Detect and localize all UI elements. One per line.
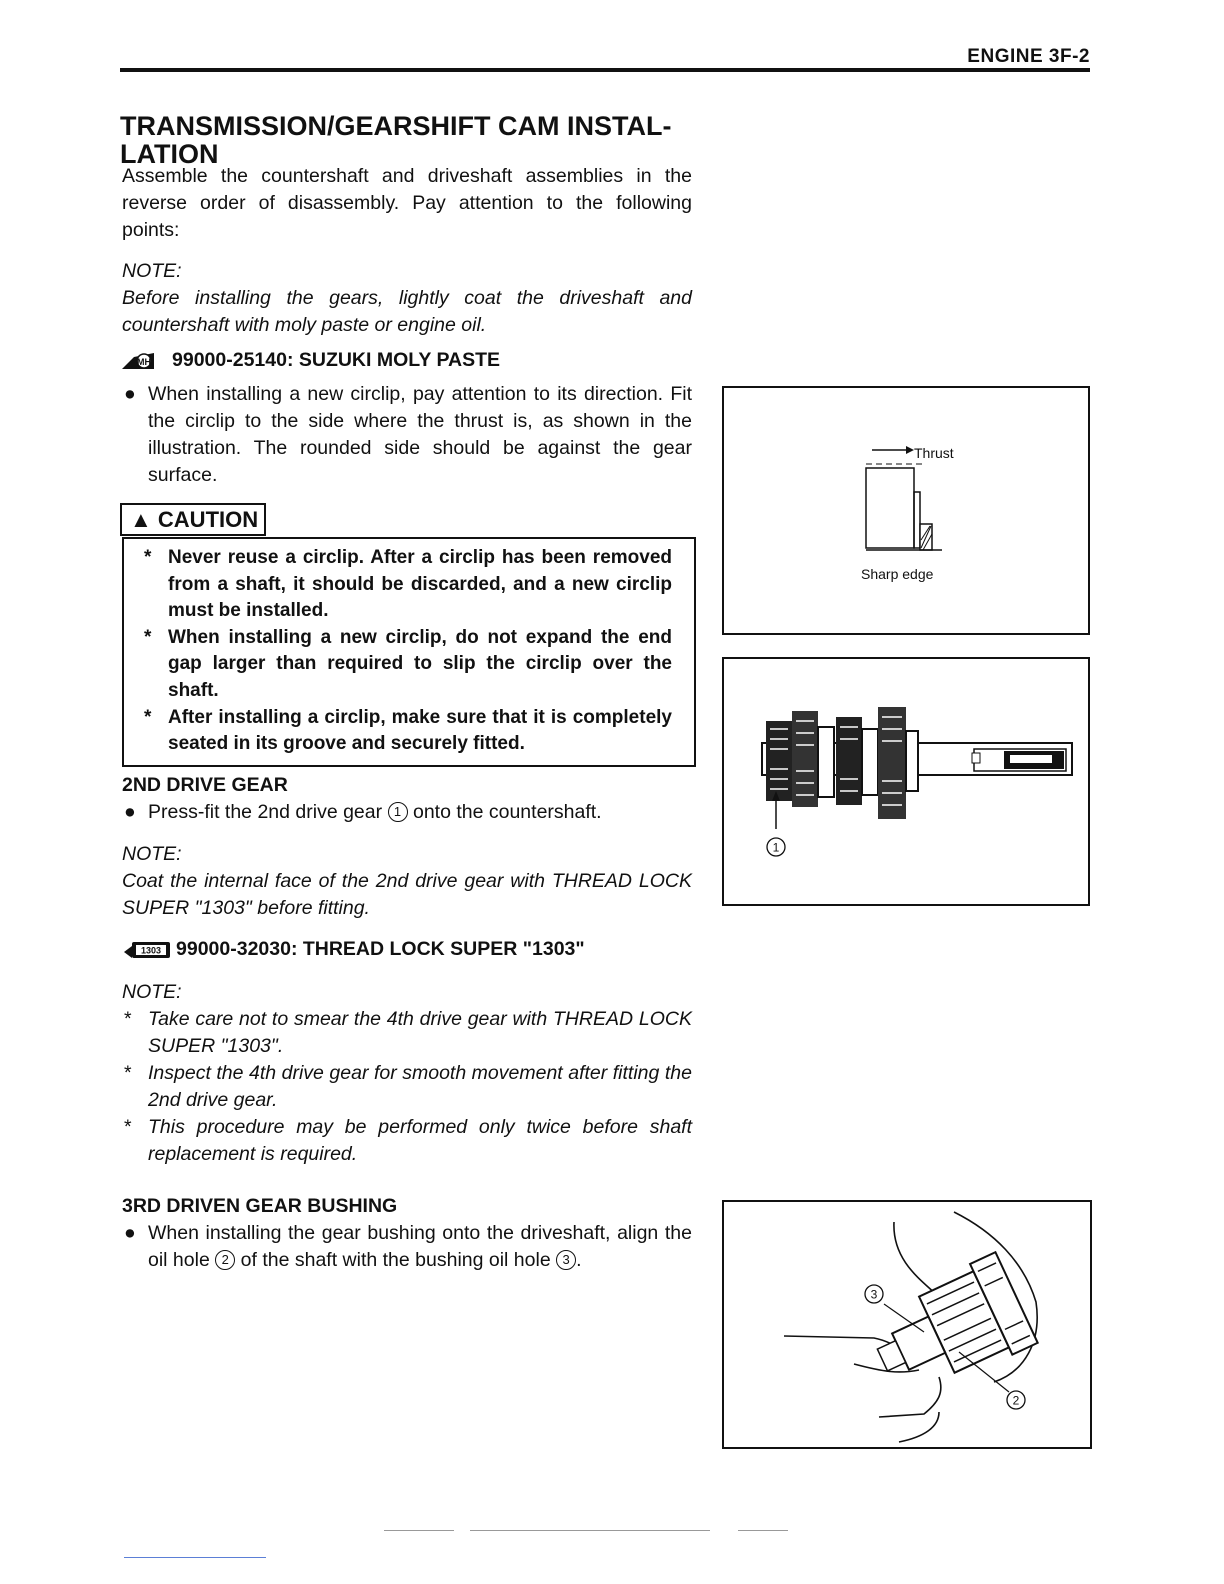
callout-number: 3 bbox=[556, 1250, 576, 1270]
note-3 bbox=[122, 979, 692, 1168]
material-1-text: 99000-25140: SUZUKI MOLY PASTE bbox=[172, 349, 501, 371]
note-3-item: Inspect the 4th drive gear for smooth movement after fitting the 2nd drive gear. bbox=[148, 1062, 692, 1111]
caution-item: After installing a circlip, make sure that it is completely seated in its groove and securely fitted. bbox=[168, 706, 672, 755]
scan-artifact bbox=[470, 1530, 710, 1531]
material-thread-lock bbox=[122, 936, 585, 963]
countershaft-illustration bbox=[724, 659, 1088, 904]
caution-item: Never reuse a circlip. After a circlip has been removed from a shaft, it should be discarded, and a new circlip must be installed. bbox=[168, 547, 672, 622]
asterisk-icon: * bbox=[124, 1062, 132, 1084]
callout-number: 1 bbox=[388, 802, 408, 822]
second-drive-text-post: onto the countershaft. bbox=[412, 801, 602, 823]
scan-artifact bbox=[384, 1530, 454, 1531]
third-driven-text-pre: When installing the gear bushing onto the driveshaft, align the oil hole bbox=[148, 1222, 692, 1271]
note-1 bbox=[122, 258, 692, 339]
callout-number: 2 bbox=[215, 1250, 235, 1270]
page-header: ENGINE 3F-2 bbox=[967, 46, 1090, 67]
thread-lock-icon-text: 1303 bbox=[140, 945, 162, 956]
circlip-illustration bbox=[724, 388, 1088, 633]
note-3-label: NOTE: bbox=[122, 981, 182, 1003]
note-3-item: Take care not to smear the 4th drive gear with THREAD LOCK SUPER "1303". bbox=[148, 1008, 692, 1057]
material-moly-paste bbox=[120, 347, 500, 374]
note-1-label: NOTE: bbox=[122, 260, 182, 282]
asterisk-icon: * bbox=[144, 626, 152, 648]
note-2-text: Coat the internal face of the 2nd drive gear with THREAD LOCK SUPER "1303" before fitting. bbox=[122, 870, 692, 919]
section-title: TRANSMISSION/GEARSHIFT CAM INSTAL- LATION bbox=[120, 111, 672, 169]
note-1-text: Before installing the gears, lightly coat the driveshaft and countershaft with moly paste or engine oil. bbox=[122, 287, 692, 336]
circlip-bullet-text: When installing a new circlip, pay attention to its direction. Fit the circlip to the side where the thrust is, as shown in the illustration. The rounded side should be against the gear surface. bbox=[148, 383, 692, 486]
bushing-illustration bbox=[724, 1202, 1090, 1447]
thrust-label: Thrust bbox=[914, 445, 954, 461]
scan-artifact bbox=[738, 1530, 788, 1531]
scan-artifact-blue bbox=[124, 1557, 266, 1558]
asterisk-icon: * bbox=[124, 1116, 132, 1138]
arrow-right-icon bbox=[906, 446, 914, 454]
bullet-dot: ● bbox=[124, 1222, 136, 1244]
caution-label-text: CAUTION bbox=[157, 507, 259, 532]
caution-label bbox=[120, 503, 266, 536]
warning-triangle-icon: ▲ bbox=[130, 507, 152, 532]
third-driven-text-post: . bbox=[576, 1249, 582, 1271]
fig2-callout: 1 bbox=[772, 840, 780, 855]
note-3-item: This procedure may be performed only twice before shaft replacement is required. bbox=[148, 1116, 692, 1165]
intro-paragraph: Assemble the countershaft and driveshaft assemblies in the reverse order of disassembly. Pay attention to the following points: bbox=[122, 165, 692, 241]
sharp-edge-label: Sharp edge bbox=[861, 566, 934, 582]
grease-tube-text: MH bbox=[137, 356, 151, 367]
third-driven-bullet bbox=[122, 1220, 692, 1274]
third-driven-heading: 3RD DRIVEN GEAR BUSHING bbox=[122, 1195, 398, 1217]
asterisk-icon: * bbox=[144, 706, 152, 728]
figure-circlip bbox=[722, 386, 1090, 635]
caution-list bbox=[142, 545, 672, 758]
second-drive-bullet bbox=[122, 799, 692, 826]
thread-lock-icon bbox=[122, 938, 172, 962]
bullet-dot: ● bbox=[124, 383, 136, 405]
third-driven-text-mid: of the shaft with the bushing oil hole bbox=[240, 1249, 551, 1271]
note-2-label: NOTE: bbox=[122, 843, 182, 865]
fig3-callout-a: 3 bbox=[870, 1287, 878, 1302]
header-rule bbox=[120, 68, 1090, 72]
second-drive-heading: 2ND DRIVE GEAR bbox=[122, 774, 288, 796]
grease-tube-icon bbox=[120, 349, 168, 373]
circlip-bullet bbox=[122, 381, 692, 489]
bullet-dot: ● bbox=[124, 801, 136, 823]
second-drive-text-pre: Press-fit the 2nd drive gear bbox=[148, 801, 383, 823]
asterisk-icon: * bbox=[124, 1008, 132, 1030]
asterisk-icon: * bbox=[144, 547, 152, 568]
figure-bushing bbox=[722, 1200, 1092, 1449]
note-2 bbox=[122, 841, 692, 922]
figure-countershaft bbox=[722, 657, 1090, 906]
material-2-text: 99000-32030: THREAD LOCK SUPER "1303" bbox=[176, 938, 585, 960]
fig3-callout-b: 2 bbox=[1012, 1393, 1020, 1408]
caution-item: When installing a new circlip, do not expand the end gap larger than required to slip the circlip over the shaft. bbox=[168, 626, 672, 701]
